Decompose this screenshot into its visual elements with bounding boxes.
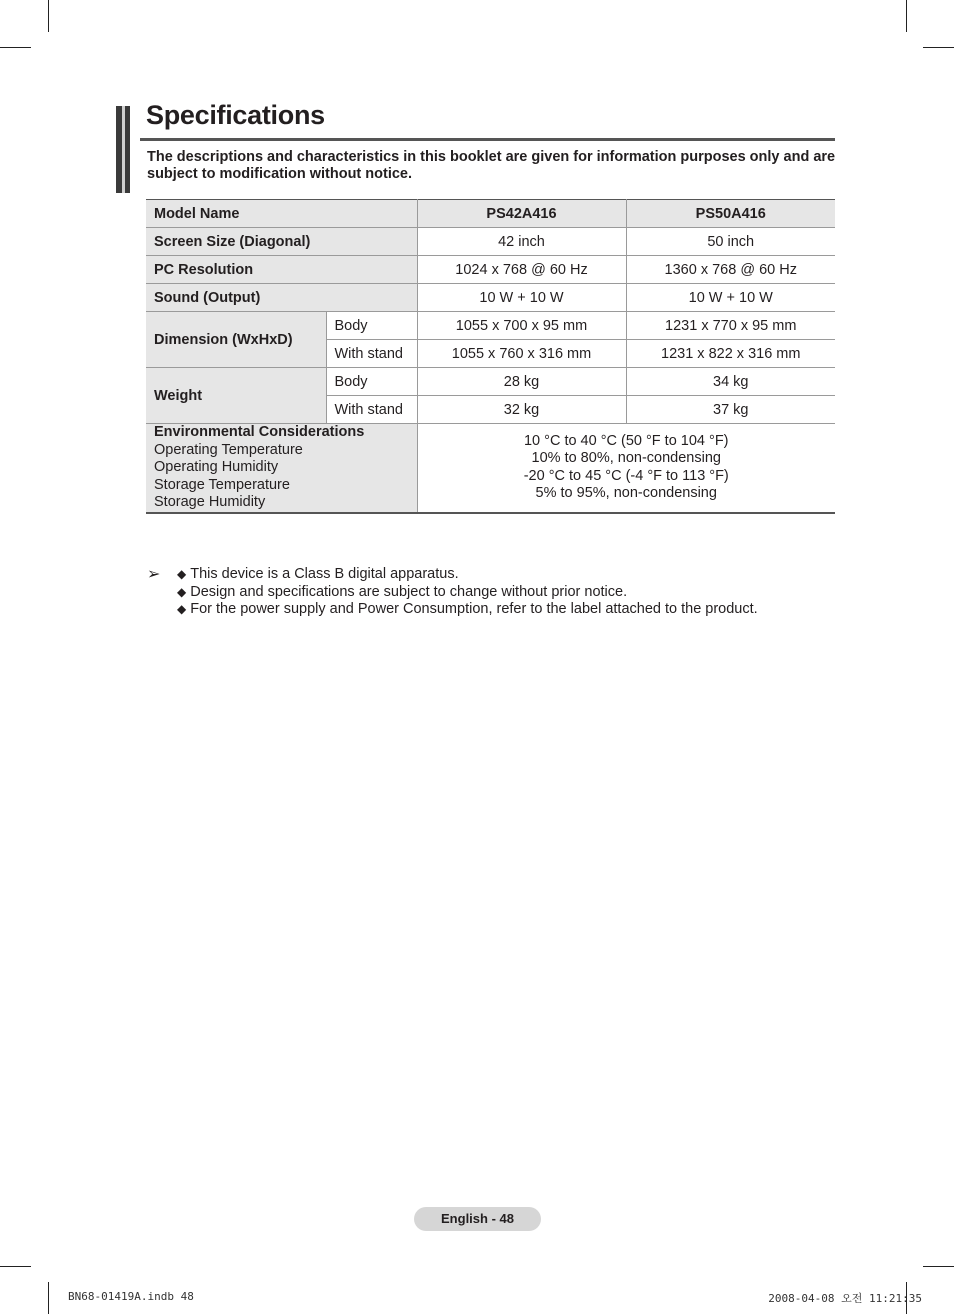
table-row: [146, 256, 835, 284]
note-arrow-icon: ➢: [147, 566, 161, 583]
notes: [147, 566, 758, 619]
sub-label: Body: [326, 312, 417, 340]
table-cell: 50 inch: [626, 228, 835, 256]
row-label: PC Resolution: [146, 256, 417, 284]
table-cell: 1024 x 768 @ 60 Hz: [417, 256, 626, 284]
table-cell: 10 W + 10 W: [626, 284, 835, 312]
page-number-badge: English - 48: [414, 1207, 541, 1231]
model-b-header: PS50A416: [626, 200, 835, 228]
row-label: Screen Size (Diagonal): [146, 228, 417, 256]
table-cell: 1231 x 822 x 316 mm: [626, 340, 835, 368]
env-item: Storage Temperature: [154, 476, 290, 493]
row-label: Sound (Output): [146, 284, 417, 312]
env-item: Operating Temperature: [154, 441, 303, 458]
env-value: 10% to 80%, non-condensing: [531, 450, 721, 467]
table-cell: 1055 x 760 x 316 mm: [417, 340, 626, 368]
table-row: [146, 424, 835, 513]
title-underline: [140, 138, 835, 141]
page-title: Specifications: [146, 100, 325, 130]
environment-values-cell: [417, 424, 835, 513]
crop-mark: [48, 1282, 49, 1314]
env-item: Storage Humidity: [154, 494, 266, 510]
table-cell: 32 kg: [417, 396, 626, 424]
table-row: [146, 368, 835, 396]
table-cell: 10 W + 10 W: [417, 284, 626, 312]
section-marker-bar: [116, 106, 130, 193]
table-cell: 42 inch: [417, 228, 626, 256]
crop-mark: [0, 1266, 31, 1267]
row-label: Weight: [146, 368, 326, 424]
header-cell: Model Name: [146, 200, 417, 228]
table-cell: 34 kg: [626, 368, 835, 396]
table-row: [146, 284, 835, 312]
crop-mark: [923, 1266, 954, 1267]
sub-label: With stand: [326, 396, 417, 424]
table-row: [146, 228, 835, 256]
table-cell: 1231 x 770 x 95 mm: [626, 312, 835, 340]
table-row: [146, 312, 835, 340]
table-cell: 28 kg: [417, 368, 626, 396]
crop-mark: [0, 47, 31, 48]
sub-label: Body: [326, 368, 417, 396]
table-cell: 1360 x 768 @ 60 Hz: [626, 256, 835, 284]
intro-text: The descriptions and characteristics in this booklet are given for information purposes only and are subject to modification without notice.: [147, 149, 836, 182]
table-cell: 37 kg: [626, 396, 835, 424]
list-item: ◆ For the power supply and Power Consumption, refer to the label attached to the product.: [177, 601, 758, 619]
row-label: Dimension (WxHxD): [146, 312, 326, 368]
list-item: ◆ This device is a Class B digital apparatus.: [177, 566, 758, 584]
print-slug-date: 2008-04-08 오전 11:21:35: [768, 1292, 922, 1305]
list-item: ◆ Design and specifications are subject to change without prior notice.: [177, 584, 758, 602]
environment-label-cell: [146, 424, 417, 513]
crop-mark: [48, 0, 49, 32]
row-label: Environmental Considerations: [154, 424, 365, 440]
model-a-header: PS42A416: [417, 200, 626, 228]
sub-label: With stand: [326, 340, 417, 368]
crop-mark: [906, 0, 907, 32]
table-row: [146, 200, 835, 228]
table-cell: 1055 x 700 x 95 mm: [417, 312, 626, 340]
crop-mark: [923, 47, 954, 48]
env-item: Operating Humidity: [154, 459, 279, 475]
env-value: -20 °C to 45 °C (-4 °F to 113 °F): [523, 467, 729, 484]
notes-list: [147, 566, 758, 619]
env-value: 5% to 95%, non-condensing: [535, 485, 717, 502]
spec-table: [146, 199, 835, 514]
print-slug-file: BN68-01419A.indb 48: [68, 1290, 194, 1303]
env-value: 10 °C to 40 °C (50 °F to 104 °F): [523, 432, 729, 449]
